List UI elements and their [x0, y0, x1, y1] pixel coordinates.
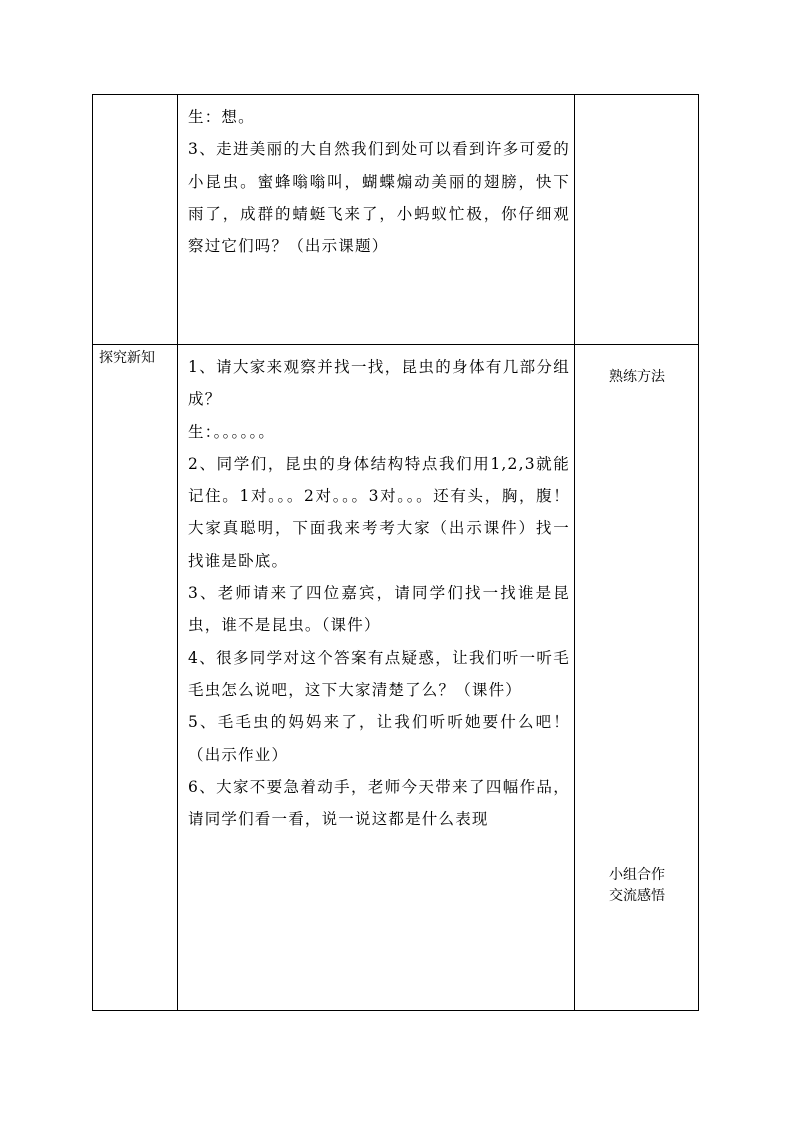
content-cell: [178, 95, 575, 345]
stage-label-cell: [93, 345, 178, 1011]
note-group: 小组合作: [609, 867, 665, 883]
content-cell: [178, 345, 575, 1011]
notes-cell: [575, 95, 699, 345]
content-paragraph: 6、大家不要急着动手，老师今天带来了四幅作品，请同学们看一看，说一说这都是什么表现: [188, 777, 570, 829]
note-method: 熟练方法: [609, 369, 665, 385]
stage-label: [93, 95, 177, 97]
table-row: [93, 95, 699, 345]
content-paragraph: 2、同学们，昆虫的身体结构特点我们用1,2,3就能记住。1对。。。2对。。。3对。。。还有头，胸，腹！大家真聪明，下面我来考考大家（出示课件）找一找谁是卧底。: [188, 454, 570, 570]
lesson-plan-table: [92, 94, 699, 1011]
content-paragraph: 3、走进美丽的大自然我们到处可以看到许多可爱的小昆虫。蜜蜂嗡嗡叫，蝴蝶煽动美丽的翅膀，快下雨了，成群的蜻蜓飞来了，小蚂蚁忙极，你仔细观察过它们吗？（出示课题）: [188, 140, 570, 256]
note-reflect: 交流感悟: [609, 888, 665, 904]
content-paragraph: 3、老师请来了四位嘉宾，请同学们找一找谁是昆虫，谁不是昆虫。（课件）: [188, 584, 570, 635]
stage-label: 探究新知: [99, 350, 155, 366]
content-paragraph: 4、很多同学对这个答案有点疑惑，让我们听一听毛毛虫怎么说吧，这下大家清楚了么？（课件）: [188, 648, 570, 699]
content-paragraph: 生：。。。。。。: [188, 422, 276, 441]
table-row: [93, 345, 699, 1011]
stage-label-cell: [93, 95, 178, 345]
content-paragraph: 5、毛毛虫的妈妈来了，让我们听听她要什么吧！（出示作业）: [188, 713, 570, 764]
content-paragraph: 1、请大家来观察并找一找，昆虫的身体有几部分组成？: [188, 358, 570, 409]
notes-cell: [575, 345, 699, 1011]
content-paragraph: 生：想。: [188, 108, 255, 126]
